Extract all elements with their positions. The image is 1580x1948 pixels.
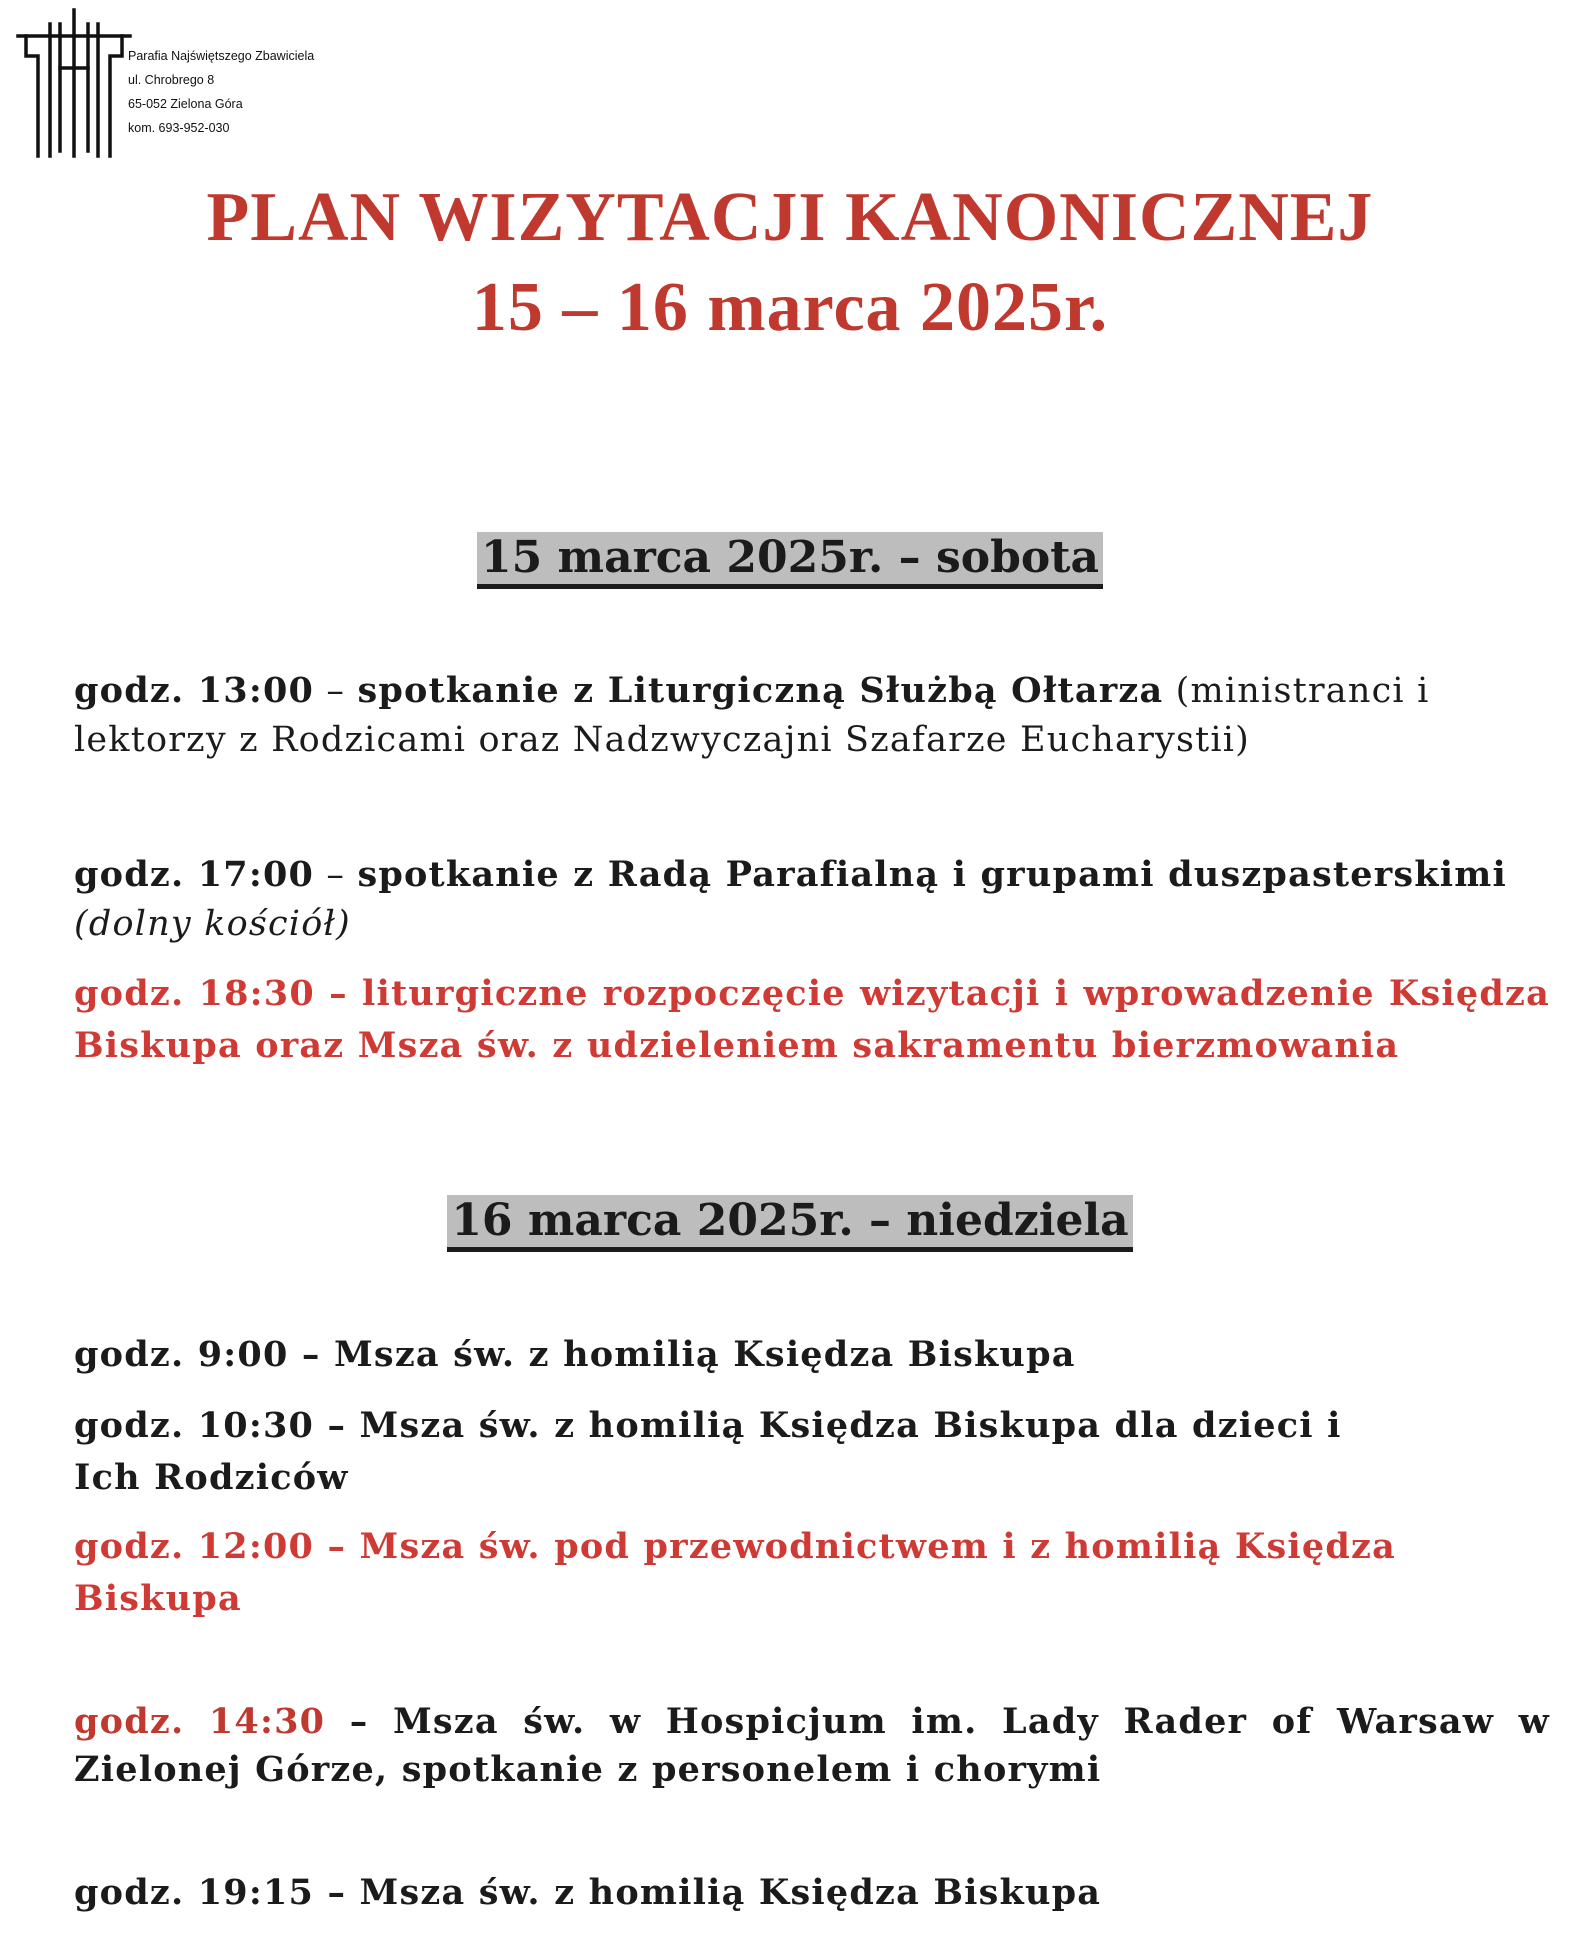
parish-postal-city: 65-052 Zielona Góra [128, 97, 243, 111]
schedule-entry-1700 [74, 850, 1550, 949]
parish-street: ul. Chrobrego 8 [128, 73, 215, 87]
page-title: PLAN WIZYTACJI KANONICZNEJ [206, 179, 1374, 256]
schedule-entry-1830: godz. 18:30 – liturgiczne rozpoczęcie wizytacji i wprowadzenie Księdza Biskupa oraz Msza św. z udzieleniem sakramentu bierzmowania [74, 973, 1550, 1066]
entry-time: godz. 13:00 [74, 670, 315, 711]
parish-contact-block [128, 44, 314, 140]
entry-dash: – [314, 855, 358, 895]
entry-note: (dolny kościół) [74, 904, 351, 944]
schedule-entry-1200: godz. 12:00 – Msza św. pod przewodnictwem i z homilią Księdza Biskupa [74, 1526, 1396, 1619]
day-heading-sunday [0, 1195, 1580, 1252]
parish-cross-logo-icon [16, 6, 132, 162]
day-heading-text: 16 marca 2025r. – niedziela [447, 1195, 1132, 1252]
day-heading-saturday [0, 532, 1580, 589]
entry-main: spotkanie z Liturgiczną Służbą Ołtarza [357, 670, 1164, 711]
schedule-entry-1430 [74, 1698, 1550, 1794]
parish-name: Parafia Najświętszego Zbawiciela [128, 49, 315, 63]
entry-time: godz. 14:30 [74, 1701, 326, 1742]
schedule-entry-1030: godz. 10:30 – Msza św. z homilią Księdza Biskupa dla dzieci i Ich Rodziców [74, 1405, 1342, 1498]
entry-main: spotkanie z Radą Parafialną i grupami duszpasterskimi [357, 854, 1507, 895]
parish-phone: kom. 693-952-030 [128, 121, 230, 135]
schedule-entry-1915: godz. 19:15 – Msza św. z homilią Księdza Biskupa [74, 1872, 1102, 1913]
day-heading-text: 15 marca 2025r. – sobota [477, 532, 1103, 589]
entry-dash: – [314, 671, 358, 711]
page-subtitle-dates: 15 – 16 marca 2025r. [471, 269, 1109, 346]
schedule-entry-1300 [74, 666, 1550, 765]
entry-time: godz. 17:00 [74, 854, 315, 895]
entry-rest: – Msza św. w Hospicjum im. Lady Rader of Warsaw w Zielonej Górze, spotkanie z personelem i chorymi [74, 1701, 1550, 1790]
schedule-entry-0900: godz. 9:00 – Msza św. z homilią Księdza Biskupa [74, 1334, 1076, 1375]
entry-rest: (ministranci i lektorzy z Rodzicami oraz Nadzwyczajni Szafarze Eucharystii) [74, 671, 1430, 760]
